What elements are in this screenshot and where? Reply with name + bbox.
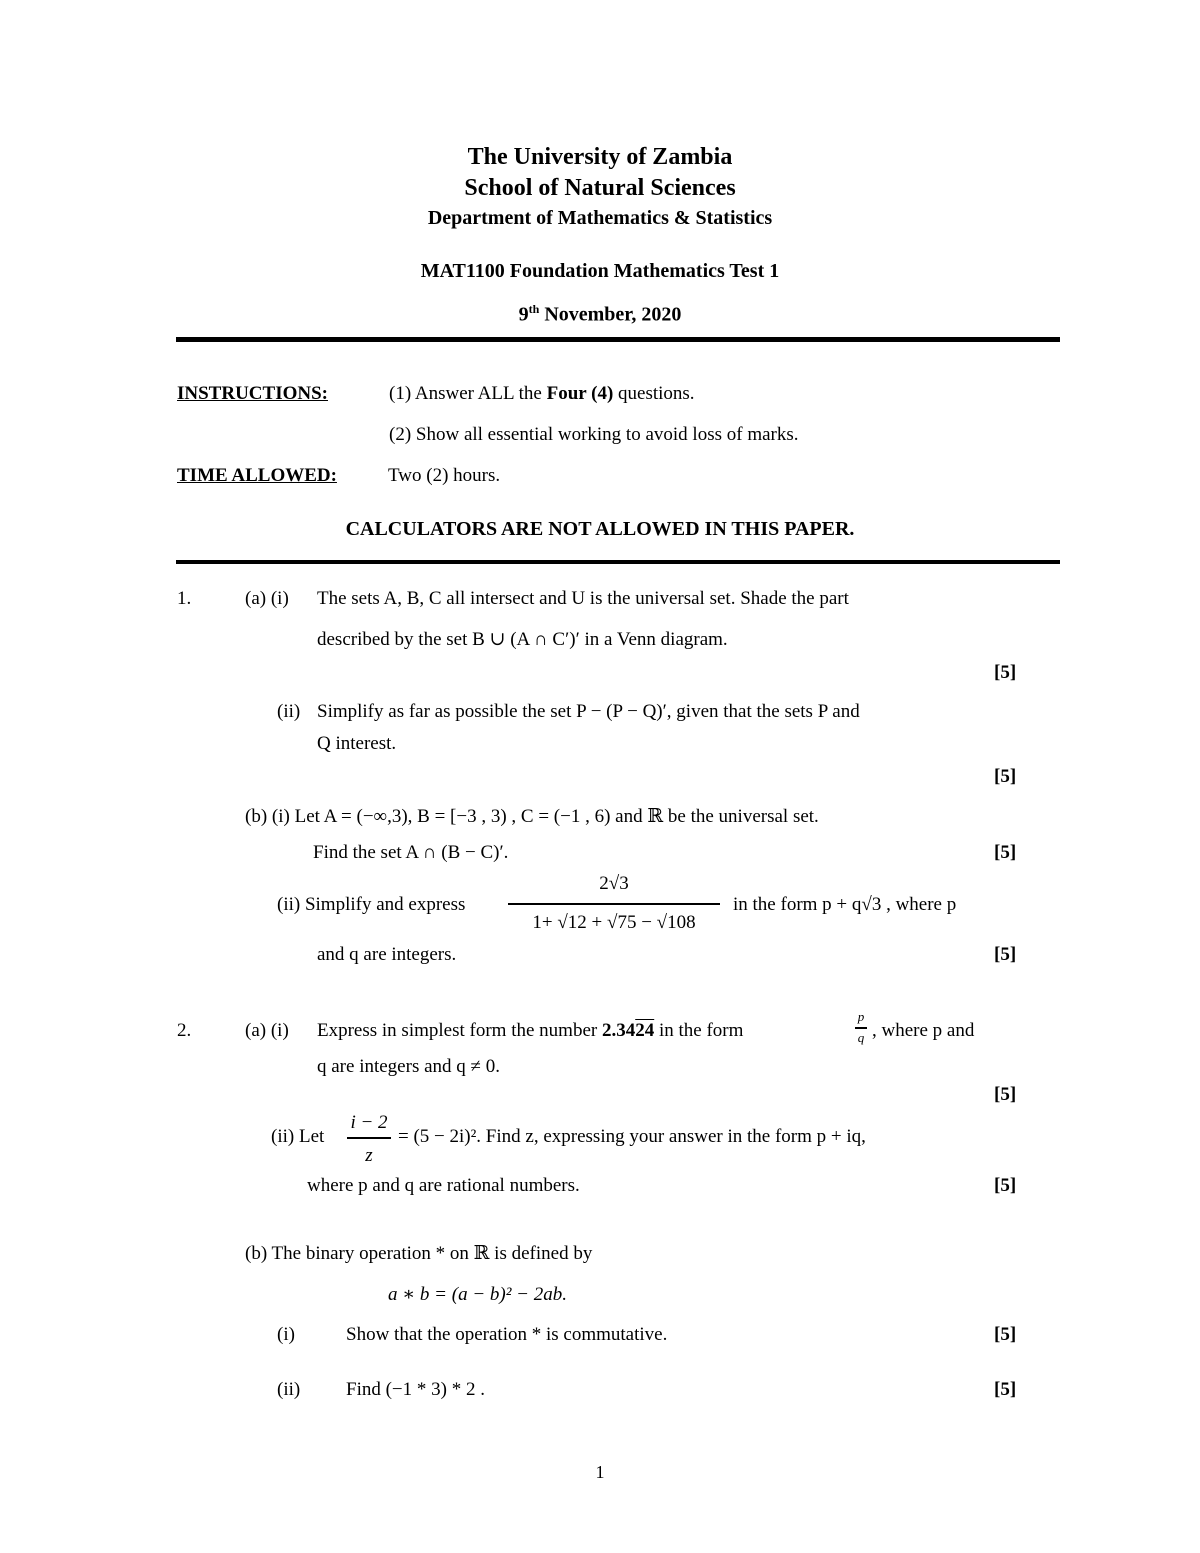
q1-a-ii-text-line2: Q interest.: [317, 733, 397, 754]
q1-b-ii-text-pre: (ii) Simplify and express: [277, 894, 466, 915]
q2-a-i-text-line1: Express in simplest form the number 2.3424 in the form: [317, 1020, 744, 1041]
calculator-notice: CALCULATORS ARE NOT ALLOWED IN THIS PAPER.: [345, 518, 855, 540]
q2-a-ii-fraction-denominator: z: [365, 1145, 373, 1166]
q1-b-ii-text-line2: and q are integers.: [317, 944, 457, 965]
exam-date: 9th November, 2020: [518, 302, 682, 326]
university-title: The University of Zambia: [467, 144, 733, 170]
question-2-number: 2.: [177, 1020, 192, 1041]
time-allowed-label: TIME ALLOWED:: [177, 465, 337, 486]
q1-b-ii-text-post: in the form p + q√3 , where p: [733, 894, 957, 915]
course-title: MAT1100 Foundation Mathematics Test 1: [420, 260, 780, 282]
instruction-item-1: (1) Answer ALL the Four (4) questions.: [389, 383, 695, 404]
q1-b-i-text-line2: Find the set A ∩ (B − C)′.: [313, 842, 509, 863]
q1-b-ii-fraction-bar: [508, 903, 720, 905]
q1-a-ii-text-line1: Simplify as far as possible the set P − (P − Q)′, given that the sets P and: [317, 701, 860, 722]
q2-a-i-fraction-numerator: p: [857, 1009, 865, 1024]
q2-a-i-fraction-bar: [855, 1027, 867, 1029]
question-1-number: 1.: [177, 588, 192, 609]
q2-a-ii-fraction-bar: [347, 1137, 391, 1139]
q2-a-i-marks: [5]: [994, 1084, 1017, 1105]
q1-b-ii-fraction-numerator: 2√3: [599, 873, 629, 894]
q2-b-intro: (b) The binary operation * on ℝ is defined by: [245, 1243, 593, 1264]
q1-a-ii-marks: [5]: [994, 766, 1017, 787]
time-allowed-value: Two (2) hours.: [388, 465, 501, 486]
q2-a-ii-fraction-numerator: i − 2: [350, 1112, 388, 1133]
q1-a-ii-label: (ii): [277, 701, 301, 722]
q2-a-ii-text-line2: where p and q are rational numbers.: [307, 1175, 580, 1196]
q1-b-ii-fraction-denominator: 1+ √12 + √75 − √108: [532, 912, 696, 933]
q1-a-i-text-line2: described by the set B ∪ (A ∩ C′)′ in a Venn diagram.: [317, 629, 728, 650]
q1-a-label: (a) (i): [245, 588, 289, 609]
q2-a-i-text-line2: q are integers and q ≠ 0.: [317, 1056, 500, 1077]
department-title: Department of Mathematics & Statistics: [427, 207, 773, 229]
q2-a-ii-marks: [5]: [994, 1175, 1017, 1196]
school-title: School of Natural Sciences: [464, 175, 736, 201]
q2-b-ii-text: Find (−1 * 3) * 2 .: [346, 1379, 485, 1400]
q1-b-ii-marks: [5]: [994, 944, 1017, 965]
q2-b-ii-label: (ii): [277, 1379, 301, 1400]
q1-a-i-marks: [5]: [994, 662, 1017, 683]
q2-b-i-text: Show that the operation * is commutative.: [346, 1324, 668, 1345]
header-divider: [176, 337, 1060, 342]
q2-a-ii-text-post: = (5 − 2i)². Find z, expressing your answer in the form p + iq,: [398, 1126, 866, 1147]
instruction-item-2: (2) Show all essential working to avoid loss of marks.: [389, 424, 799, 445]
q2-a-ii-text-pre: (ii) Let: [271, 1126, 325, 1147]
instructions-label: INSTRUCTIONS:: [177, 383, 328, 404]
q1-a-i-text-line1: The sets A, B, C all intersect and U is the universal set. Shade the part: [317, 588, 849, 609]
q1-b-i-text-line1: (b) (i) Let A = (−∞,3), B = [−3 , 3) , C = (−1 , 6) and ℝ be the universal set.: [245, 806, 819, 827]
q2-a-i-text-post: , where p and: [872, 1020, 975, 1041]
instructions-divider: [176, 560, 1060, 564]
q2-b-definition: a ∗ b = (a − b)² − 2ab.: [388, 1284, 567, 1305]
page-number: 1: [595, 1462, 605, 1482]
q2-a-label: (a) (i): [245, 1020, 289, 1041]
q2-a-i-fraction-denominator: q: [857, 1030, 865, 1045]
q2-b-ii-marks: [5]: [994, 1379, 1017, 1400]
q2-b-i-label: (i): [277, 1324, 295, 1345]
q1-b-i-marks: [5]: [994, 842, 1017, 863]
q2-b-i-marks: [5]: [994, 1324, 1017, 1345]
